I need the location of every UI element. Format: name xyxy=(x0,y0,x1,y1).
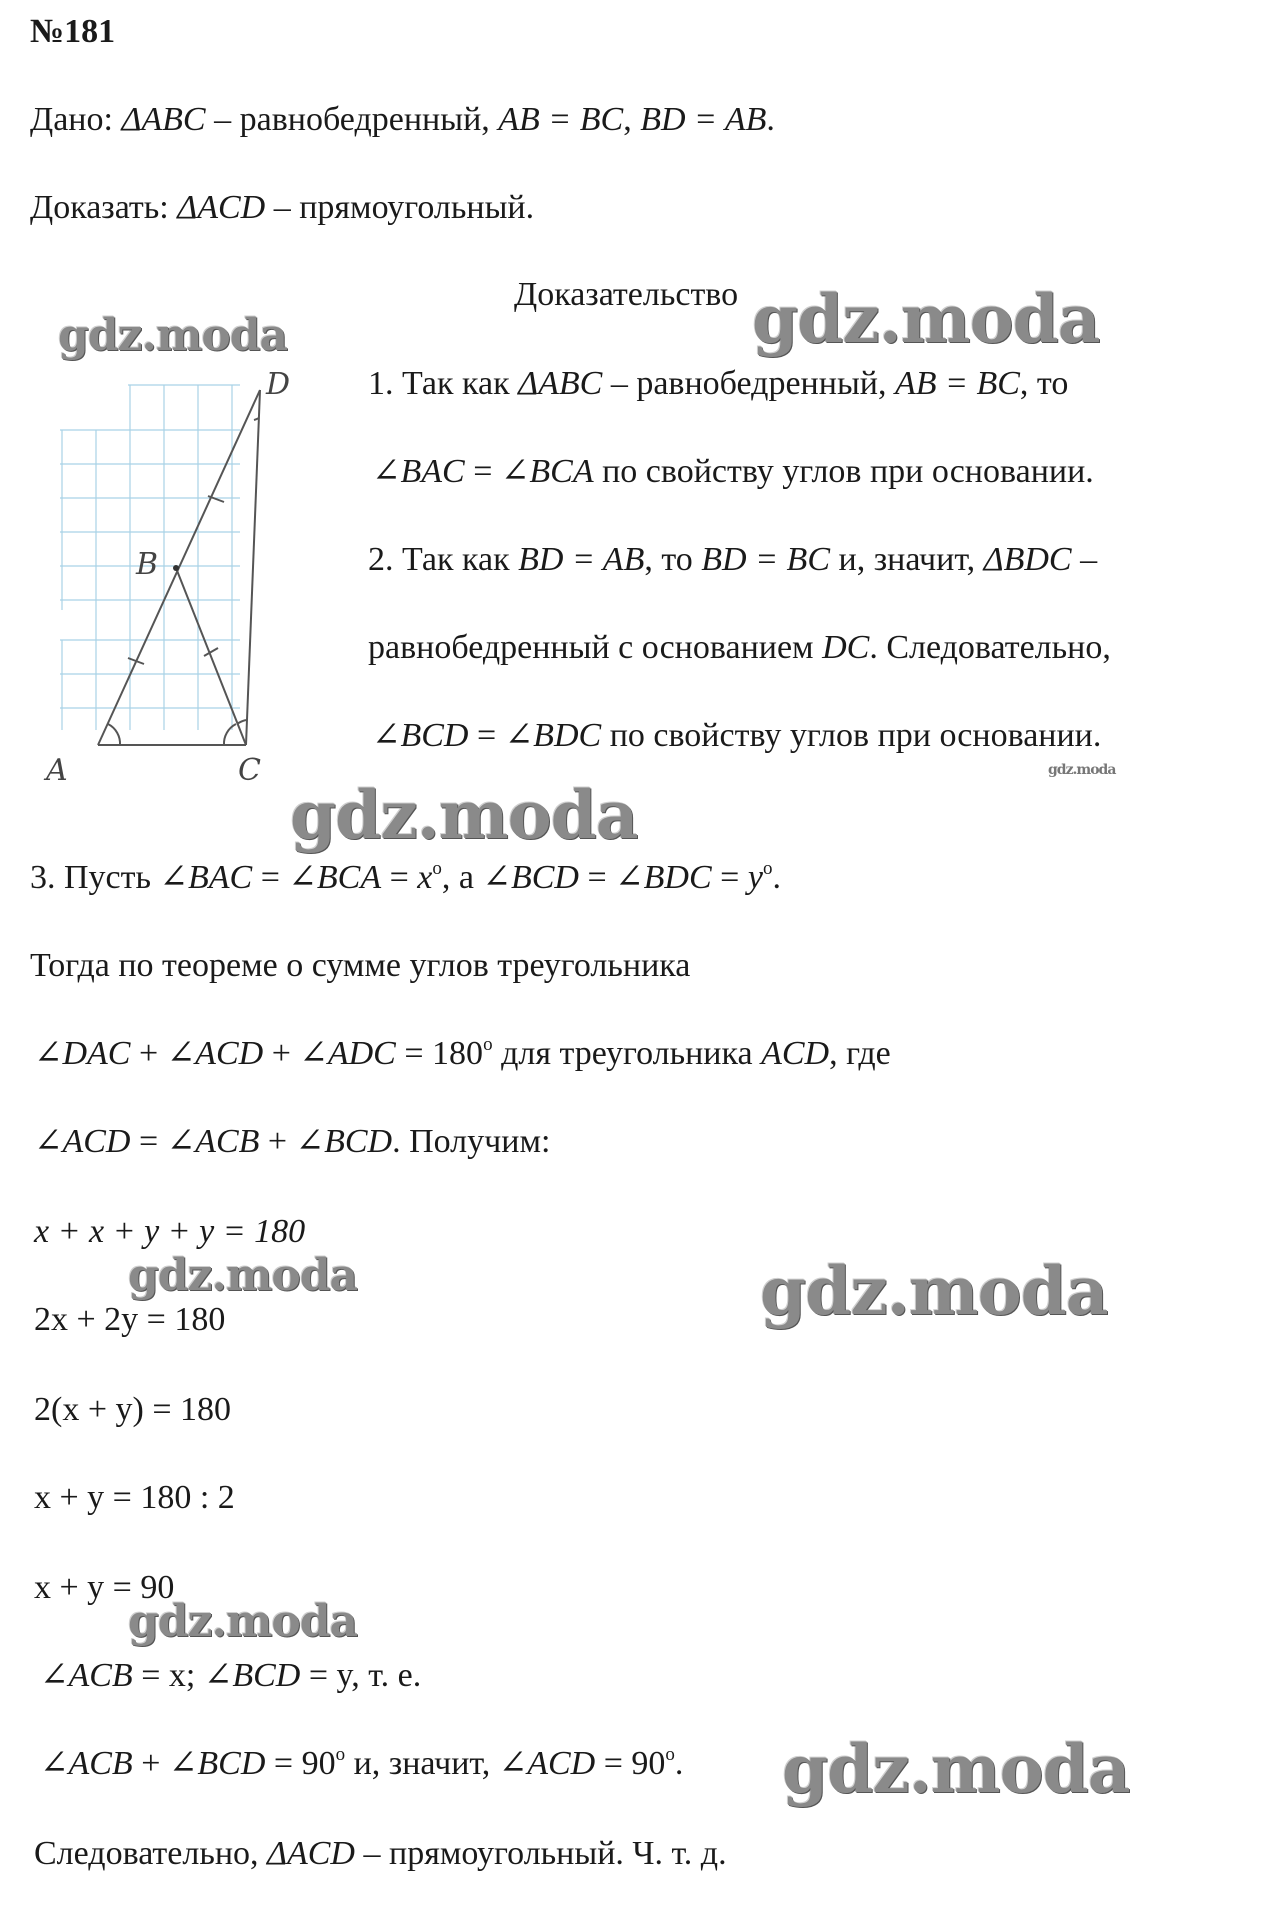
step1-eqsign: = xyxy=(464,453,501,490)
angle-arc-c2 xyxy=(237,720,246,724)
equation-line: 2x + 2y = 180 xyxy=(34,1301,226,1338)
equation-line: 2(x + y) = 180 xyxy=(34,1391,231,1428)
step1-angle1: ∠BAC xyxy=(372,453,465,490)
step2-line3 xyxy=(372,716,1101,756)
step3-angle1: ∠BAC xyxy=(159,859,253,896)
final-l2-angle3: ∠ACD xyxy=(498,1745,596,1782)
prove-triangle: ΔACD xyxy=(177,189,266,226)
step3-x: x xyxy=(417,859,433,896)
step2-text-d: – xyxy=(1071,541,1098,578)
step2-angle2: ∠BDC xyxy=(504,717,602,754)
step3-eq1: = xyxy=(252,859,289,896)
final-l2-angle1: ∠ACB xyxy=(40,1745,133,1782)
step3-line3 xyxy=(34,1034,891,1074)
final-l2-mid: и, значит, xyxy=(345,1745,499,1782)
step3-line1 xyxy=(30,858,781,898)
final-l2-deg2: o xyxy=(665,1744,675,1765)
step1-line1 xyxy=(368,364,1068,404)
prove-line xyxy=(30,188,534,228)
equation-line: x + y = 180 : 2 xyxy=(34,1479,235,1516)
step2-text-a: 2. Так как xyxy=(368,541,519,578)
given-line xyxy=(30,100,775,140)
segment-dc xyxy=(246,390,260,745)
given-eq1: AB = BC xyxy=(498,101,624,138)
step3-l3-text: для треугольника xyxy=(492,1035,762,1072)
watermark: gdz.moda xyxy=(128,1250,358,1301)
final-l2-end: . xyxy=(674,1745,684,1782)
watermark: gdz.moda xyxy=(1048,762,1116,778)
final-line3 xyxy=(34,1834,727,1874)
step2-line2 xyxy=(368,628,1111,668)
step3-l3-plus1: + xyxy=(130,1035,167,1072)
step3-deg1: o xyxy=(432,858,442,879)
step2-text-b: , то xyxy=(644,541,702,578)
step3-l3-plus2: + xyxy=(263,1035,300,1072)
step3-l4-plus: + xyxy=(259,1123,296,1160)
step3-l3-triangle: ACD xyxy=(761,1035,830,1072)
step1-triangle: ΔABC xyxy=(518,365,603,402)
step3-eq2: = xyxy=(381,859,418,896)
step3-l3-end: , где xyxy=(829,1035,891,1072)
watermark: gdz.moda xyxy=(128,1596,358,1647)
step3-text-a: 3. Пусть xyxy=(30,859,160,896)
watermark: gdz.moda xyxy=(760,1252,1108,1330)
step2-eqsign: = xyxy=(468,717,505,754)
equation-line: x + y = 90 xyxy=(34,1569,175,1606)
step3-l4-eq: = xyxy=(130,1123,167,1160)
given-sep: , xyxy=(623,101,641,138)
angle-arc-c xyxy=(224,724,236,745)
final-l3-b: – прямоугольный. Ч. т. д. xyxy=(355,1835,727,1872)
step3-l4-angle2: ∠ACB xyxy=(166,1123,260,1160)
final-end1: , т. е. xyxy=(351,1657,422,1694)
step3-angle4: ∠BDC xyxy=(615,859,712,896)
step3-y: y xyxy=(747,859,763,896)
step2-reason: по свойству углов при основании. xyxy=(601,717,1102,754)
final-l2-eq: = 90 xyxy=(265,1745,336,1782)
final-eq2: = y xyxy=(300,1657,352,1694)
prove-text: – прямоугольный. xyxy=(265,189,535,226)
step3-angle3: ∠BCD xyxy=(482,859,579,896)
triangle-lines xyxy=(98,390,260,745)
step3-line4 xyxy=(34,1122,550,1162)
final-l3-triangle: ΔACD xyxy=(267,1835,355,1872)
step2-eq1: BD = AB xyxy=(518,541,645,578)
final-angle1: ∠ACB xyxy=(40,1657,133,1694)
step1-text-b: – равнобедренный, xyxy=(602,365,895,402)
given-triangle: ΔABC xyxy=(121,101,206,138)
watermark: gdz.moda xyxy=(290,776,638,854)
step3-l3-eq: = 180 xyxy=(395,1035,484,1072)
label-a: A xyxy=(46,753,68,788)
step1-line2 xyxy=(372,452,1094,492)
label-b: B xyxy=(136,547,159,582)
final-eq1: = x; xyxy=(132,1657,204,1694)
final-l2-plus: + xyxy=(132,1745,169,1782)
step1-reason: по свойству углов при основании. xyxy=(593,453,1094,490)
step3-angle2: ∠BCA xyxy=(288,859,382,896)
step3-l3-deg: o xyxy=(483,1034,493,1055)
final-l2-eq2: = 90 xyxy=(595,1745,666,1782)
step3-l4-angle3: ∠BCD xyxy=(295,1123,393,1160)
final-line1 xyxy=(40,1656,421,1696)
equation-line: x + x + y + y = 180 xyxy=(34,1213,306,1250)
step3-line2: Тогда по теореме о сумме углов треугольника xyxy=(30,947,691,984)
step2-base: DC xyxy=(822,629,870,666)
step1-angle2: ∠BCA xyxy=(500,453,594,490)
step3-l4-angle1: ∠ACD xyxy=(34,1123,131,1160)
step2-text-e: равнобедренный с основанием xyxy=(368,629,823,666)
step3-end: . xyxy=(772,859,781,896)
step1-eq: AB = BC xyxy=(894,365,1020,402)
watermark: gdz.moda xyxy=(752,280,1100,358)
step2-line1 xyxy=(368,540,1097,580)
step2-eq2: BD = BC xyxy=(701,541,830,578)
step2-text-c: и, значит, xyxy=(830,541,984,578)
prove-label: Доказать: xyxy=(30,189,178,226)
step2-angle1: ∠BCD xyxy=(372,717,469,754)
angle-arc-a xyxy=(108,724,120,745)
final-line2 xyxy=(40,1744,683,1784)
given-label: Дано: xyxy=(30,101,122,138)
final-l2-deg: o xyxy=(335,1744,346,1765)
step2-triangle: ΔBDC xyxy=(983,541,1072,578)
triangle-figure xyxy=(40,360,310,800)
given-text: – равнобедренный, xyxy=(205,101,499,138)
step3-eq3: = xyxy=(578,859,616,896)
step3-l4-end: . Получим: xyxy=(392,1123,551,1160)
given-end: . xyxy=(766,101,775,138)
step2-text-f: . Следовательно, xyxy=(869,629,1111,666)
step3-eq4: = xyxy=(711,859,748,896)
step1-text-c: , то xyxy=(1019,365,1069,402)
problem-number: №181 xyxy=(30,13,116,50)
step3-deg2: o xyxy=(762,858,773,879)
step3-l3-angle1: ∠DAC xyxy=(34,1035,131,1072)
segment-ad xyxy=(98,390,260,745)
proof-heading: Доказательство xyxy=(514,276,739,313)
label-d: D xyxy=(266,367,291,402)
step3-l3-angle2: ∠ACD xyxy=(166,1035,264,1072)
step3-l3-angle3: ∠ADC xyxy=(299,1035,396,1072)
watermark: gdz.moda xyxy=(782,1730,1130,1808)
step1-text-a: 1. Так как xyxy=(368,365,519,402)
segment-bc xyxy=(176,568,246,745)
label-c: C xyxy=(238,753,261,788)
given-eq2: BD = AB xyxy=(640,101,767,138)
watermark: gdz.moda xyxy=(58,310,288,361)
point-b xyxy=(173,565,179,571)
final-angle2: ∠BCD xyxy=(203,1657,301,1694)
final-l2-angle2: ∠BCD xyxy=(168,1745,266,1782)
step3-text-b: , а xyxy=(441,859,483,896)
final-l3-a: Следовательно, xyxy=(34,1835,268,1872)
